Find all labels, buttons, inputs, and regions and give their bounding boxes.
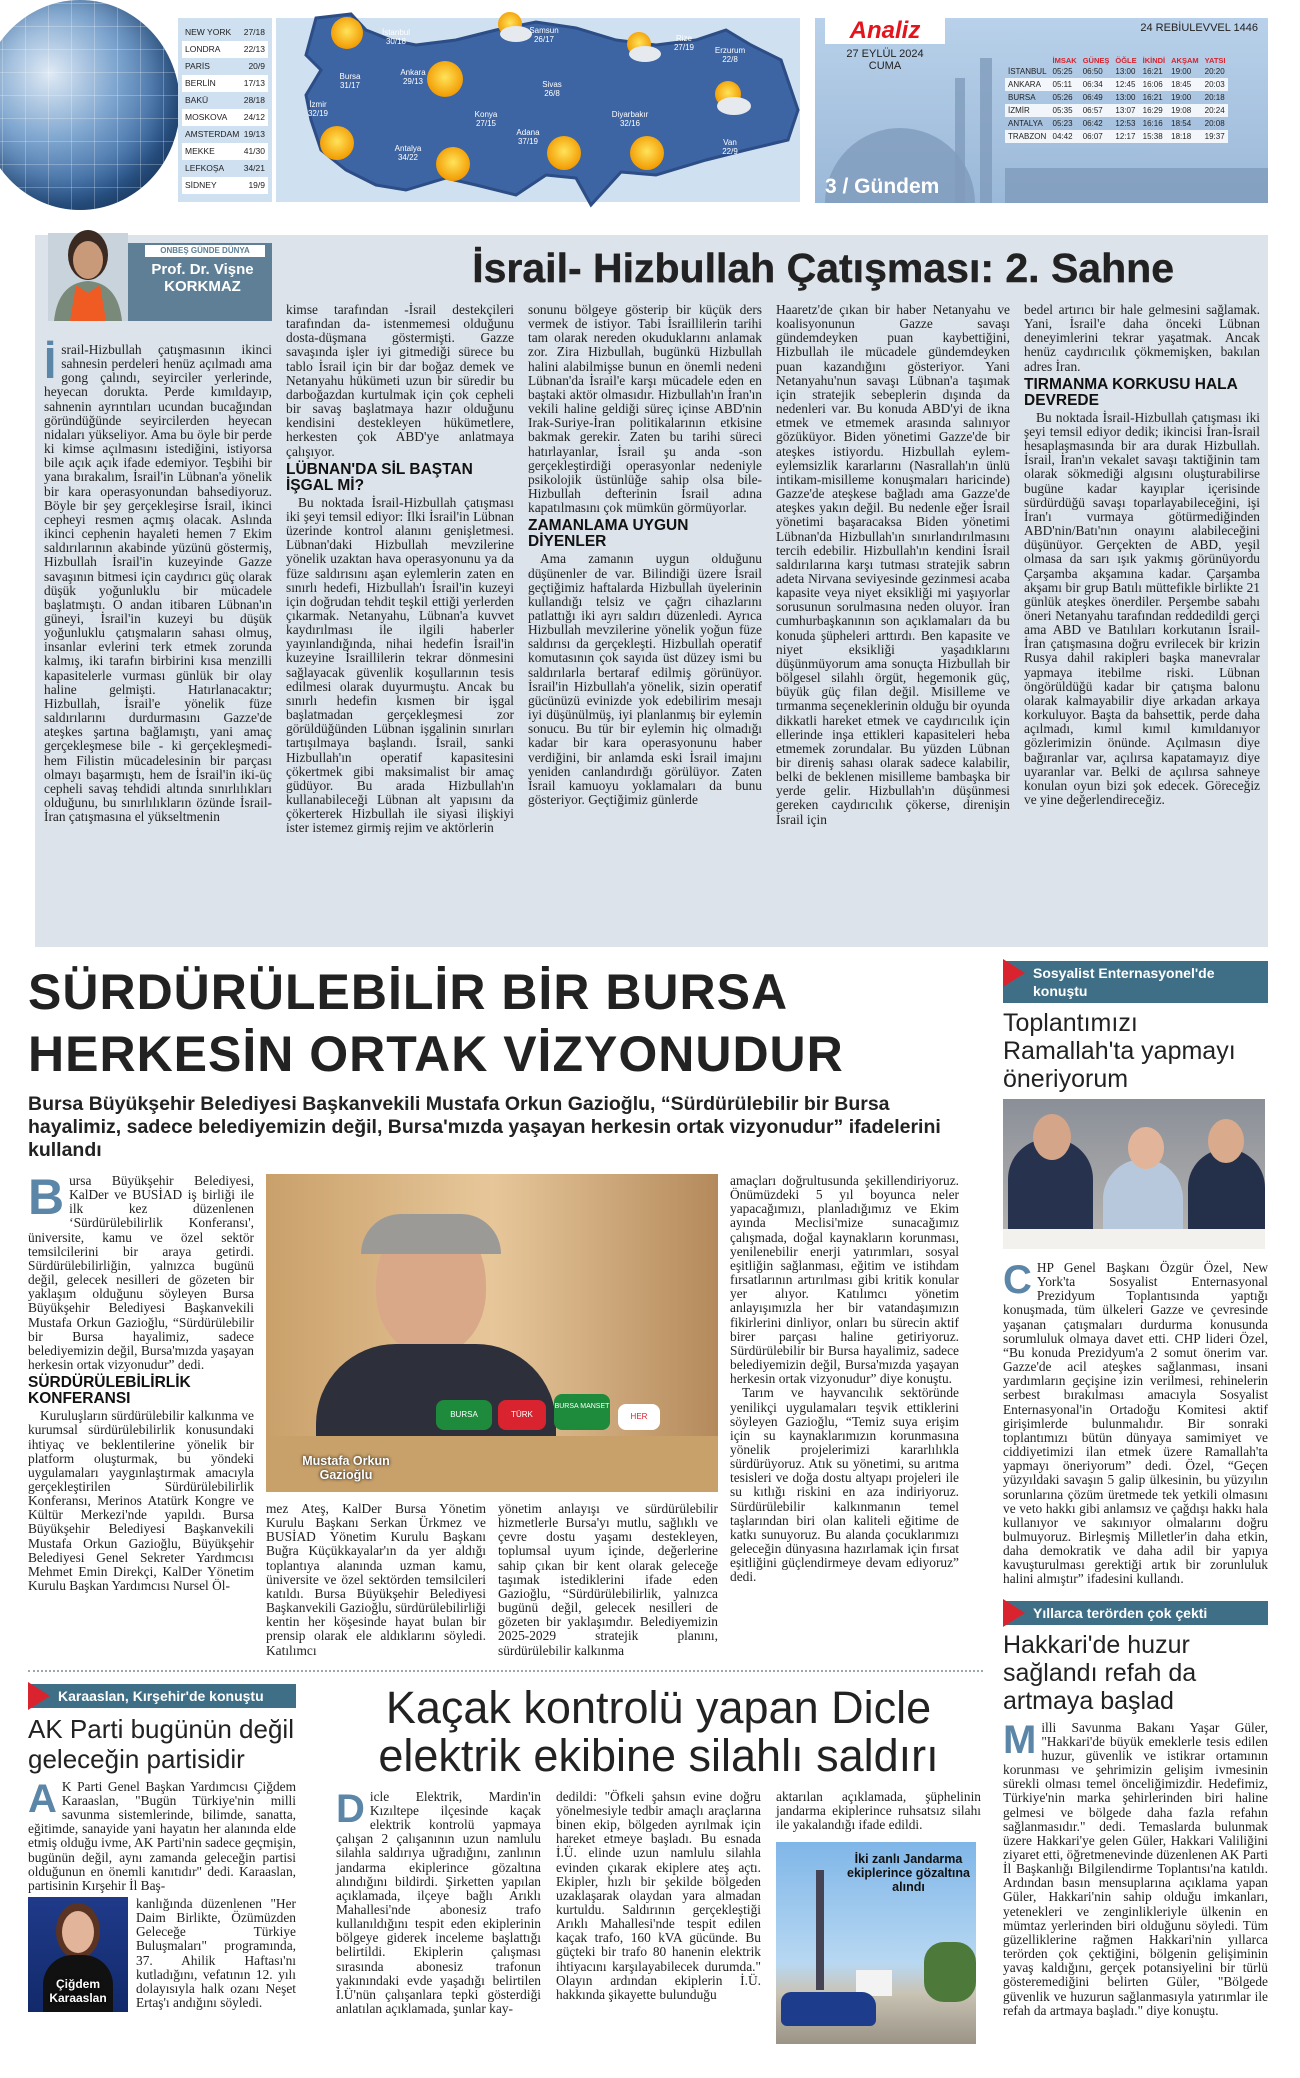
sun-icon: [427, 61, 463, 97]
person-face: [62, 1911, 94, 1953]
temp: 22/13: [243, 44, 265, 54]
person-face: [1128, 1127, 1164, 1169]
opinion-column-1: [44, 339, 272, 825]
section-label: Yıllarca terörden çok çekti: [1003, 1601, 1268, 1625]
hijri-date: 24 REBİULEVVEL 1446: [1140, 22, 1258, 34]
karaaslan-article: [28, 1684, 296, 2012]
paragraph: sonunu bölgeye gösterip bir küçük ders vermek de istiyor. Tabi İsraillilerin tarihi tam olarak nereden okuduklarını anlamak zor. Zira Hizbullah, bugünkü Hizbullah halini alabilmişse bunun en önemli nedeni Lübnan'da İsrail'e karşı mücadele eden en baştaki aktör olmasıdır. Hizbullah'ın İran'ın vekili haline geldiği süreç içinse ABD'nin Irak-Suriye-İran politikalarının etkisine bakmak gerekir. Zaten bu tarihi süreci hatırlayanlar, İsrail şu anda -son gerçekleştirdiği operasyonlar nedeniyle psikolojik üstünlüğe sahip olsa bile- Hizbullah defterinin İsrail adına kapatılmasını çok mümkün görmüyorlar.: [528, 302, 762, 516]
paragraph: aktarılan açıklamada, şüphelinin jandarma ekiplerince ruhsatsız silahı ile yakalandığı ifade edildi.: [776, 1788, 981, 1833]
map-city-antalya: Antalya 34/22: [394, 144, 422, 162]
karaaslan-text: [28, 1776, 296, 2011]
column-tag: ONBEŞ GÜNDE DÜNYA: [145, 245, 265, 257]
world-weather-list: [178, 18, 272, 202]
subheading: SÜRDÜRÜLEBİLİRLİK KONFERANSI: [28, 1374, 191, 1408]
prayer-row: ANTALYA 05:23 06:42 12:53 16:16 18:54 20:08: [1008, 119, 1225, 128]
temp: 19/13: [243, 129, 265, 139]
weather-row: [182, 92, 268, 109]
paragraph: Haaretz'de çıkan bir haber Netanyahu ve koalisyonunun Gazze savaşı gündemdeyken puan kaybettiğini, Hizbullah ile mücadele gündemdeyken puan kazandığını gösteriyor. Yani Netanyahu'nun savaşı Lübnan'a taşımak için stratejik sebeplerin dışında da nedenleri var. Bu konuda ABD'yi de ikna etmek ve etmemek arasında salınıyor gözüküyor. Biden yönetimi Gazze'de bir ateşkes istiyordu. Hizbullah eylem-eylemsizlik kararlarını (Nasrallah'ın ünlü intikam-misilleme konuşmaları haricinde) Gazze'de ateşkese bağladı ama Gazze'de ateşkes yakın değil. Bu nedenle eğer İsrail yönetimi başaracaksa Biden yönetimi Lübnan'da Hizbullah'ın sınırlandırılmasını tercih edebilir. Hizbullah'ın kendini İsrail saldırılarına karşı tutması stratejik sabrın adeta Nirvana seviyesinde gezinmesi acaba kapasite veya niyet eksikliği mi yaşıyorlar sorusunun sorulmasına neden oluyor. İran cumhurbaşkanının son açıklamaları da bu konuda şüpheleri arttırdı. Ben kapasite ve niyet eksikliği yaşadıklarını düşünmüyorum ama sonuçta Hizbullah bir bölgesel silahlı örgüt, hegemonik güç, büyük güç filan değil. Misilleme ve tırmanma seçeneklerinin olduğu bir oyunda dikkatli hareket etmek ve caydırıcılık için ellerinde inşa ettikleri kapasiteleri heba etmemek zorundalar. Bu yüzden Lübnan bir direniş sahası olarak sadece kalabilir, belki de beklenen misilleme bambaşka bir yerde gelir. Hizbullah'ın düşünmesi gereken caydırıcılık çökerse, direnişin İsrail için: [776, 302, 1010, 827]
paragraph: ursa Büyükşehir Belediyesi, KalDer ve BUSİAD iş birliği ile ilk kez düzenlenen ‘Sürdürülebilirlik Konferansı', üniversite, kamu ve özel sektör temsilcilerini bir araya getirdi. Sürdürülebilirliğin, yalnızca bugünü değil, gelecek nesilleri de gözeten bir yaklaşım olduğunu söyleyen Bursa Büyükşehir Belediyesi Başkanvekili Mustafa Orkun Gazioğlu, “Sürdürülebilir bir Bursa hayalimiz, sadece belediyemizin değil, Bursa'mızda yaşayan herkesin ortak vizyonudur” dedi.: [28, 1173, 254, 1373]
power-pylon: [816, 1870, 824, 1990]
subheading: ZAMANLAMA UYGUN DİYENLER: [528, 517, 689, 551]
turkey-weather-map: [276, 18, 800, 202]
prayer-row: BURSA 05:26 06:49 13:00 16:21 19:00 20:18: [1008, 93, 1225, 102]
jandarma-photo: [776, 1842, 976, 2044]
dicle-column-3: [776, 1790, 981, 2044]
section-label: Sosyalist Enternasyonel'de konuştu: [1003, 961, 1268, 1003]
sun-icon: [320, 126, 354, 160]
dicle-column-1: [336, 1786, 541, 2017]
opinion-column-4: [776, 303, 1010, 827]
temp: 34/21: [243, 163, 265, 173]
paragraph: amaçları doğrultusunda şekillendiriyoruz. Önümüzdeki 5 yıl boyunca neler yapacağımızı, planladığımız ve Ekim ayında Meclisi'mize sunacağımız çalışmada, doğal kaynakların korunması, yenilenebilir enerji yatırımları, sosyal eşitliğin sağlanması, eğitim ve istihdam fırsatlarının artırılması gibi kritik konular yer alıyor. Katılımcı yönetim anlayışımızla her bir vatandaşımızın fikirlerini dinliyor, onları bu sürecin aktif birer parçası haline getiriyoruz. Sürdürülebilir bir Bursa hayalimiz, sadece belediyemizin değil, Bursa'mızda yaşayan herkesin ortak vizyonudur” diye konuştu.: [730, 1173, 959, 1387]
globe-illustration: [0, 0, 180, 210]
weather-row: [182, 24, 268, 41]
map-city-konya: Konya 27/15: [474, 110, 498, 128]
opinion-article: [35, 235, 1268, 947]
city: BERLİN: [185, 78, 216, 88]
masthead-panel: [815, 18, 1268, 203]
karaaslan-headline: AK Parti bugünün değil geleceğin partisidir: [28, 1713, 294, 1774]
dicle-headline: Kaçak kontrolü yapan Dicle elektrik ekibine silahlı saldırı: [378, 1681, 939, 1781]
city: PARİS: [185, 61, 210, 71]
paragraph: HP Genel Başkanı Özgür Özel, New York'ta Sosyalist Enternasyonal Prezidyum Toplantısında yaptığı konuşmada, tüm ülkeleri Gazze ve çevresinde yaşanan çatışmaları durdurma konusunda sorumluluk olmaya davet etti. CHP lideri Özel, “Bu konuda Prezidyum'a 2 somut önerim var. Gazze'de acil ateşkes sağlanması, insani yardımların geçişine izin verilmesi, rehinelerin serbest bırakılması amacıyla Sosyalist Enternasyonal'in Ortadoğu Komitesi aktif girişimlerde bulunmalıdır. Bir sonraki toplantımızı bütün dünyaya samimiyet ve ciddiyetimizi ilan etmek üzere Ramallah'ta yapmayı öneriyorum” dedi. Özel, “Geçen yüzyıldaki savaşın 5 galip ülkesinin, bu yüzyılın sorunlarına çözüm üretmede tek yetkili olmasını ve veto hakkı gibi anlamsız ve çağdışı hakkı hala kullanıyor ve sakınıyor olmalarını doğru bulmuyoruz. Birleşmiş Milletler'in daha etkin, daha demokratik ve daha adil bir yapıya kavuşturulması gerektiği artık bir zorunluluk halini almıştır” ifadesini kullandı.: [1003, 1260, 1268, 1587]
paragraph: Kuruluşların sürdürülebilir kalkınma ve kurumsal sürdürülebilirlik konusundaki ihtiyaç ve beklentilerine yönelik bir platform oluşturmak, bu yöndeki uygulamaları yaygınlaştırmak amacıyla gerçekleştirilen Sürdürülebilirlik Konferansı, Merinos Atatürk Kongre ve Kültür Merkezi'nde yapıldı. Bursa Büyükşehir Belediyesi Başkanvekili Mustafa Orkun Gazioğlu, Büyükşehir Belediyesi Genel Sekreter Yardımcısı Mehmet Emin Direkçi, KalDer Yönetim Kurulu Başkan Yardımcısı Nursel Öl-: [28, 1408, 254, 1594]
map-city-erzurum: Erzurum 22/8: [714, 46, 746, 64]
hakkari-headline: Hakkari'de huzur sağlandı refah da artmaya başlad: [1003, 1630, 1197, 1715]
map-city-izmir: İzmir 32/19: [307, 100, 329, 118]
paragraph: yönetim anlayışı ve sürdürülebilir hizmetlerle Bursa'yı mutlu, sağlıklı ve çevre dostu yaşamı destekleyen, toplumsal uyum içinde, değerlerine sahip çıkan bir kent olarak geleceğe taşımak istediklerini ifade eden Gazioğlu, “Sürdürülebilirlik, yalnızca bugünü değil, gelecek nesilleri de gözeten bir yaklaşımdır. Belediyemizin 2025-2029 stratejik planını, sürdürülebilir kalkınma: [498, 1501, 718, 1658]
weather-row: [182, 58, 268, 75]
drop-cap: A: [28, 1776, 57, 1821]
jandarma-car: [781, 1992, 876, 2026]
weather-row: [182, 143, 268, 160]
bursa-column-2: [266, 1502, 486, 1658]
microphone: HER: [618, 1404, 660, 1430]
sun-icon: [436, 147, 470, 181]
weather-row: [182, 41, 268, 58]
city: NEW YORK: [185, 27, 232, 37]
author-photo: [48, 213, 128, 321]
paragraph: kanlığında düzenlenen "Her Daim Birlikte, Özümüzden Geleceğe Türkiye Buluşmaları" programında, 37. Ahilik Haftası'nı kutladığını, vefatının 12. yılı dolayısıyla halk ozanı Neşet Ertaş'ı andığını söyledi.: [136, 1895, 296, 2011]
city: MEKKE: [185, 146, 215, 156]
paragraph: K Parti Genel Başkan Yardımcısı Çiğdem Karaaslan, "Bugün Türkiye'nin milli savunma sistemlerinde, bilimde, sanatta, eğitimde, sanayide yani hayatın her alanında elde etmiş olduğu ivme, AK Parti'nin sadece geçmişin, bugünün değil, aynı zamanda geleceğin partisi olduğunun en önemli kanıtıdır" dedi. Karaaslan, partisinin Kırşehir İl Baş-: [28, 1778, 296, 1893]
ozel-headline: Toplantımızı Ramallah'ta yapmayı öneriyorum: [1003, 1009, 1236, 1093]
table: [1003, 1229, 1265, 1249]
prayer-row: İZMİR 05:35 06:57 13:07 16:29 19:08 20:24: [1005, 104, 1228, 117]
map-city-adana: Adana 37/19: [516, 128, 540, 146]
bursa-headline: SÜRDÜRÜLEBİLİR BİR BURSA HERKESİN ORTAK VİZYONUDUR: [28, 964, 844, 1082]
prayer-row: TRABZON 04:42 06:07 12:17 15:38 18:18 19:37: [1005, 130, 1228, 143]
opinion-column-2: [286, 303, 514, 835]
map-city-samsun: Samsun 26/17: [529, 26, 559, 44]
analiz-logo[interactable]: Analiz: [825, 18, 945, 44]
paragraph: Tarım ve hayvancılık sektöründe yenilikçi uygulamaları teşvik ettiklerini söyleyen Gazioğlu, “Temiz suya erişim için su kaynaklarımızın korunmasına yönelik projelerimizi kararlılıkla sürdürüyoruz. Atık su yönetimi, su arıtma tesisleri ve doğa dostu altyapı projeleri ile su kıtlığı riskini en aza indiriyoruz. Sürdürülebilir kalkınmanın temel taşlarından biri olan kaliteli eğitime de katkı sunuyoruz. Bu alanda çocuklarımızı geleceğin dünyasına hazırlamak için fırsat eşitliğini güçlendirmeye devam ediyoruz” dedi.: [730, 1385, 959, 1585]
temp: 19/9: [248, 180, 265, 190]
map-city-ankara: Ankara 29/13: [400, 68, 426, 86]
city: LONDRA: [185, 44, 221, 54]
dicle-column-2: [556, 1790, 761, 2002]
author-name: Prof. Dr. Vişne KORKMAZ: [151, 261, 254, 295]
karaaslan-photo: [28, 1897, 128, 2012]
opinion-columns: [44, 303, 1262, 835]
tree: [924, 1942, 976, 2002]
gazioglu-photo: [266, 1174, 718, 1492]
map-city-van: Van 22/9: [722, 138, 738, 156]
sun-icon: [547, 136, 581, 170]
skyline-silhouette: [1005, 168, 1268, 203]
drop-cap: B: [28, 1169, 65, 1225]
speaker-hair: [361, 1214, 501, 1254]
paragraph: mez Ateş, KalDer Bursa Yönetim Kurulu Başkanı Serkan Ürkmez ve BUSİAD Yönetim Kurulu Başkanı Buğra Küçükkayalar'ın da yer aldığı toplantıya alanında uzman kamu, üniversite ve özel sektörden temsilcileri katıldı. Bursa Büyükşehir Belediyesi Başkanvekili Gazioğlu, sürdürülebilirliği kentin her köşesinde hayat bulan bir prensip olarak ele aldıklarını söyledi. Katılımcı: [266, 1501, 486, 1658]
prayer-row: İSTANBUL 05:25 06:50 13:00 16:21 19:00 20:20: [1008, 67, 1225, 76]
paragraph: bedel artırıcı bir hale gelmesini sağlamak. Yani, İsrail'e daha önceki Lübnan deneyimlerini tekrar yaşatmak. Ancak henüz caydırıcılık çökmemişken, bakılan adres İran.: [1024, 302, 1260, 374]
weather-row: [182, 160, 268, 177]
right-sidebar: [1003, 961, 1268, 2018]
city: BAKÜ: [185, 95, 209, 105]
photo-caption: İki zanlı Jandarma ekiplerince gözaltına alındı: [847, 1852, 970, 1895]
bursa-body: [28, 1169, 983, 1658]
opinion-headline: İsrail- Hizbullah Çatışması: 2. Sahne: [472, 245, 1174, 291]
left-main: [28, 961, 983, 2044]
prayer-times-table: İMSAK GÜNEŞ ÖĞLE İKİNDİ AKŞAM YATSI İSTANBUL 05:25 06:50 13:00 16:21 19:00 20:20 ANKARA 05:11 06:34 12:45 16:06 18:45 20:03 BURSA 05:26 06:49 13:00 16:21 19:00 20:18 İZMİR 05:35 06:57 13:07 16:29 19:08 20:24 ANTALYA 05:23 06:42 12:53 16:16 18:54 20:08 TRABZON 04:42 06:07 12:17 15:38 18:18 19:37: [1005, 56, 1228, 143]
temp: 28/18: [243, 95, 265, 105]
paragraph: Bu noktada İsrail-Hizbullah çatışması iki şeyi temsil ediyor: İlki İsrail'in Lübnan üzerinde kontrol alanını genişletmesi. Lübnan'daki Hizbullah mevzilerine yönelik uzaktan hava operasyonunu ya da füze saldırısını aşan eylemlerin zaten en sınırlı hedefi, Hizbullah'ı İsrail'in kuzeyi için doğrudan tehdit teşkil ettiği yerlerden çıkarmak. Netanyahu, Lübnan'a kuvvet kaydırılması ile ilgili haberler yayınlandığında, nihai hedefin İsrail'in kuzeyine İsraillilerin tekrar dönmesini sağlayacak güvenlik koşullarının tesis edilmesi olarak duyurmuştu. Ancak bu sınırlı hedefin kısmen bir işgal başlatmadan gerçekleşmesi zor görüldüğünden Lübnan işgalinin sınırları tartışılmaya başlandı. İsrail, sanki Hizbullah'ın operatif kapasitesini çökertmek gibi maksimalist bir amaç güdüyor. Bu arada Hizbullah'ın kullanabileceği Lübnan alt yapısını da çökerterek Hizbullah ile siyasi ilişkiyi ister istemez girmiş rejim ve aktörlerin: [286, 494, 514, 836]
person-face: [1208, 1119, 1244, 1163]
sun-icon: [331, 17, 363, 49]
temp: 24/12: [243, 112, 265, 122]
divider: [28, 1670, 983, 1672]
header: [0, 0, 1300, 228]
bursa-column-1: [28, 1169, 254, 1594]
opinion-column-5: [1024, 303, 1260, 807]
drop-cap: İ: [44, 339, 57, 388]
minaret-silhouette: [980, 58, 992, 203]
paragraph: dedildi: "Öfkeli şahsın evine doğru yönelmesiyle tedbir amaçlı araçlarına binen ekip, bölgeden ayrılmak için hareket etmeye başladı. Bu esnada İ.Ü. elinde uzun namlulu silahla evinden çıkarak ekiplere ateş açtı. Ekipler, hızlı bir şekilde bölgeden uzaklaşarak olaydan yara almadan kurtuldu. Saldırının gerçekleştiği Arıklı Mahallesi'nde tespit edilen kaçak trafo, 160 kVA gücünde. Bu güçteki bir trafo 80 hanenin elektrik ihtiyacını karşılayabilecek durumda." Olayın ardından ekiplerin İ.Ü. hakkında şikayette bulunduğu: [556, 1788, 761, 2002]
microphone: TÜRK: [498, 1400, 546, 1430]
weather-row: [182, 75, 268, 92]
minaret-silhouette: [955, 78, 965, 203]
temp: 20/9: [248, 61, 265, 71]
bursa-middle: [266, 1174, 718, 1658]
city: LEFKOŞA: [185, 163, 225, 173]
bursa-column-4: [730, 1174, 959, 1585]
drop-cap: C: [1003, 1258, 1032, 1302]
hakkari-text: [1003, 1717, 1268, 2018]
map-city-bursa: Bursa 31/17: [339, 72, 361, 90]
ozel-meeting-photo: [1003, 1099, 1265, 1249]
dicle-columns: [336, 1786, 981, 2044]
microphone: BURSA: [436, 1400, 492, 1430]
drop-cap: M: [1003, 1717, 1037, 1762]
section-name: 3 / Gündem: [825, 175, 940, 198]
weather-row: [182, 109, 268, 126]
paragraph: Ama zamanın uygun olduğunu düşünenler de var. Bilindiği üzere İsrail geçtiğimiz haftalarda Hizbullah üyelerinin kullandığı telsiz ve çağrı cihazlarını patlattığı iki ayrı saldırı düzenledi. Ayrıca Hizbullah mevzilerine yönelik yoğun füze saldırısı da gerçekleşti. Hizbullah operatif komutasının çok sayıda üst düzey ismi bu saldırılarla bertaraf edilmiş görünüyor. İsrail'in Hizbullah'a yönelik, sizin operatif gücünüzü evinizde yok edebilirim mesajı iyi düşünülmüş, iyi planlanmış bir eylemin sonucu. Bu tür bir eylemin hiç olmadığı kadar bir kara operasyonunu haber verdiğini, bir anlamda eski İsrail imajını yeniden canlandırdığı görülüyor. Zaten İsrail kamuoyu yoklamaları da bunu gösteriyor. Geçtiğimiz günlerde: [528, 551, 762, 807]
microphone: BURSA MANSET: [554, 1394, 610, 1430]
subheading: LÜBNAN'DA SİL BAŞTAN İŞGAL Mİ?: [286, 460, 473, 494]
weather-row: [182, 177, 268, 194]
lower-section: [28, 961, 1268, 2044]
ozel-text: [1003, 1258, 1268, 1587]
opinion-column-3: [528, 303, 762, 807]
drop-cap: D: [336, 1786, 365, 1831]
city: AMSTERDAM: [185, 129, 240, 139]
author-box: [40, 213, 275, 321]
section-label: Karaaslan, Kırşehir'de konuştu: [28, 1684, 296, 1708]
temp: 17/13: [243, 78, 265, 88]
dicle-article: [336, 1681, 981, 2044]
temp: 27/18: [243, 27, 265, 37]
paragraph: illi Savunma Bakanı Yaşar Güler, "Hakkari'de büyük emeklerle tesis edilen huzur, güvenlik ve istikrar ortamının korunması ve şehrimizin gelişim ivmesinin sürekli olması temel önceliğimizdir. Hedefimiz, Türkiye'nin marka şehirlerinden biri haline gelmesi ve bölgede daha fazla refahın sağlanmasıdır." dedi. Temaslarda bulunmak üzere Hakkari'ye gelen Güler, Hakkari Valiliğini ziyaret etti, öğretmenevinde düzenlenen AK Parti İl Başkanlığı Bilgilendirme Toplantısı'na katıldı. Ardından basın mensuplarına açıklama yapan Güler, Hakkari'nin sahip olduğu imkanları, yetenekleri ve zenginlikleriyle ülkenin en mümtaz yerlerinden biri olduğunu söyledi. Tüm güzelliklerine rağmen Hakkari'nin yıllarca terörden çok çektiğini, bölgenin gelişiminin yavaş kaldığını, gerçek potansiyelini bir türlü gösteremediğini belirten Güler, "Bölgede güvenlik ve huzurun sağlanmasıyla yatırımlar ile refah da artmaya başladı." diye konuştu.: [1003, 1719, 1268, 2018]
map-city-rize: Rize 27/19: [673, 34, 695, 52]
bursa-column-3: [498, 1502, 718, 1658]
photo-caption: Mustafa Orkun Gazioğlu: [302, 1454, 390, 1482]
temp: 41/30: [243, 146, 265, 156]
paragraph: kimse tarafından -İsrail destekçileri tarafından da- istenmemesi olduğunu dosta-düşmana göstermişti. Gazze savaşında işler iyi gitmediği sürece bu tablo İsrail için bir dar boğaz demek ve Netanyahu hükümeti uzun bir süredir bu darboğazdan kurtulmak için çok cepheli bir savaş başlatmaya hazır olduğunu kendisini destekleyen hükümetlere, herkesten çok ABD'ye anlatmaya çalışıyor.: [286, 302, 514, 459]
map-city-sivas: Sivas 26/8: [542, 80, 562, 98]
bottom-row: [28, 1681, 983, 2044]
publication-date: 27 EYLÜL 2024 CUMA: [846, 48, 924, 72]
city: SİDNEY: [185, 180, 217, 190]
sun-icon: [630, 136, 664, 170]
weather-row: [182, 126, 268, 143]
subheading: TIRMANMA KORKUSU HALA DEVREDE: [1024, 375, 1238, 409]
map-city-diyarbakir: Diyarbakır 32/16: [611, 110, 649, 128]
map-city-istanbul: İstanbul 30/18: [381, 28, 411, 46]
city: MOSKOVA: [185, 112, 228, 122]
person-face: [1033, 1114, 1071, 1160]
paragraph: srail-Hizbullah çatışmasının ikinci sahnesin perdeleri henüz açılmadı ama gong çalındı, seyirciler yerlerinde, heyecan dorukta. Perde kımıldayıp, sahnenin ayrıntıları ucundan bucağından göründüğünde seyircilerden heyecan nidaları yükseliyor. Ama bu öyle bir perde ki kimse açılmasını istediğini, istiyorsa bile açık açık ifade edemiyor. Teşbihi bir yana bırakalım, İsrail'in Lübnan'a yönelik bir kara operasyonundan bahsediyoruz. Böyle bir şey gerçekleşirse İsrail, ikinci cepheyi resmen açmış olacak. Aslında ikinci cephenin hayaleti hemen 7 Ekim saldırılarının akabinde yüzünü göstermiş, Hizbullah İsrail'in kuzeyinde Gazze savaşının bitmesi için caydırıcı güç olarak düşük yoğunluklu bir mücadele başlatmıştı. O andan itibaren Lübnan'ın güneyi, İsrail'in kuzeyi bu düşük yoğunluklu çatışmaların sahası olmuş, insanlar evlerini terk etmek zorunda kalmış, iki tarafın birbirini kısa menzilli kapasitelerle vurması günlük bir olay haline gelmişti. Hatırlanacaktır; Hizbullah, İsrail'e yönelik füze saldırılarını durdurmasını Gazze'de ateşkes şartına bağlamıştı, yani amaç gerçekleşmese bile - ki gerçekleşmedi- hem Filistin mücadelesinin bir parçası olmayı başarmıştı, hem de İsrail'in iki-üç cepheli savaş tehdidi altında sınırlılıkları olduğunu, bu sınırlılıkların özünde İsrail-İran çatışmasına el yükseltmenin: [44, 342, 272, 825]
bursa-subheadline: Bursa Büyükşehir Belediyesi Başkanvekili Mustafa Orkun Gazioğlu, “Sürdürülebilir bir Bursa hayalimiz, sadece belediyemizin değil, Bursa'mızda yaşayan herkesin ortak vizyonudur” ifadelerini kullandı: [28, 1093, 941, 1161]
paragraph: icle Elektrik, Mardin'in Kızıltepe ilçesinde kaçak elektrik kontrolü yapmaya çalışan 2 çalışanının uzun namlulu silahla saldırıya uğradığını, zanlının jandarma ekiplerince gözaltına alındığını bildirdi. Şirketten yapılan açıklamada, ilçeye bağlı Arıklı Mahallesi'nde abonesiz trafo kullanıldığını tespit eden ekiplerinin bölgeye giderek inceleme başlattığı belirtildi. Ekiplerin çalışması sırasında abonesiz trafonun yakınındaki evde yaşadığı belirtilen İ.Ü'nün çalışanlara tepki gösterdiği anlatılan açıklamada, şunlar kay-: [336, 1788, 541, 2017]
prayer-row: ANKARA 05:11 06:34 12:45 16:06 18:45 20:03: [1005, 78, 1228, 91]
paragraph: Bu noktada İsrail-Hizbullah çatışması iki şeyi temsil ediyor dedik; ikincisi İran-İsrail hesaplaşmasında bir ara durak Hizbullah. İsrail, İran'ın vekalet savaşı taktiğinin tam olarak sökmediği algısını oluşturabilirse bugüne kadar kayıplar içerisinde sürdürdüğü savaşı toparlayabileceğini, işi İran'ı vurmaya götürmediğinden ABD'nin/Batı'nın onayını alabileceğini düşünüyor. Gerçekten de ABD, yeşil olmasa da sarı ışık yakmış görünüyordu Çarşamba akşamına kadar. Çarşamba akşamı bir grup Batılı müttefikle birlikte 21 günlük ateşkes önerdiler. Perşembe sabahı öneri Netanyahu tarafından reddedildi gerçi ama ABD ve Batılıları korkutanın İsrail-İran çatışmasına doğru evrilecek bir krizin Rusya dahil rakipleri başka manevralar yapmaya itebilme riski. Lübnan öngörüldüğü kadar bir çatışma balonu olarak kalmayabilir diye arkadan arkaya korkuluyor. Başta da bahsettik, perde daha açılmadı, kımıl kımıl kımıldanıyor gözlerimizin önünde. Açılmasın diye bağıranlar var, açılırsa kapatamayız diye uyaranlar var. Belki de açılırsa sahneye konulan oyun bizi şok edecek. Göreceğiz ve yine değerlendireceğiz.: [1024, 409, 1260, 807]
bursa-middle-columns: [266, 1502, 718, 1658]
photo-caption: Çiğdem Karaaslan: [49, 1976, 107, 2005]
